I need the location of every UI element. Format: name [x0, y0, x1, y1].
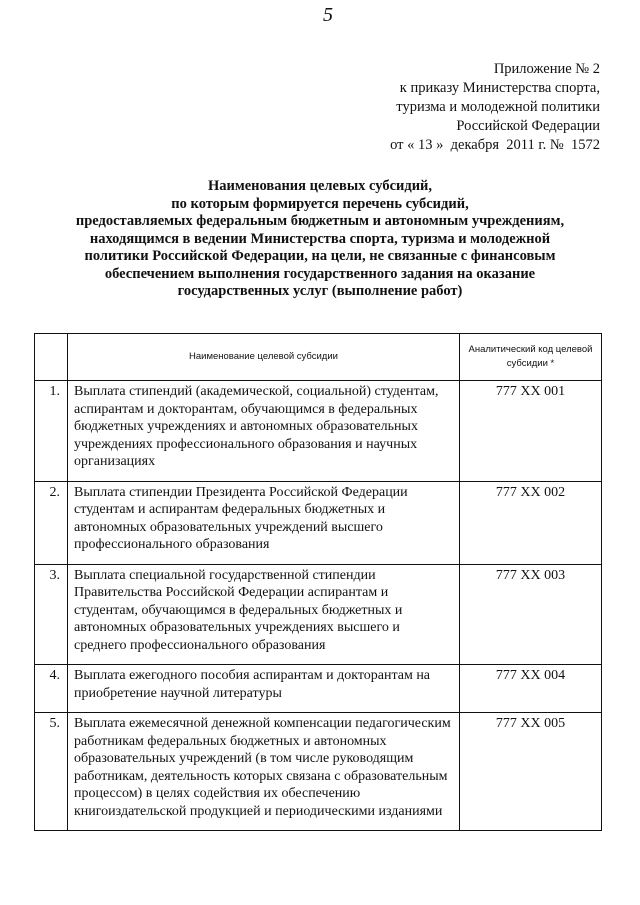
title-line: политики Российской Федерации, на цели, не связанные с финансовым — [84, 248, 556, 264]
appendix-line: Российской Федерации — [456, 118, 600, 134]
title-line: государственных услуг (выполнение работ) — [177, 283, 463, 299]
subsidy-name: Выплата ежегодного пособия аспирантам и докторантам на приобретение научной литературы — [68, 665, 460, 713]
table-row — [35, 381, 602, 482]
header-subsidy-name: Наименование целевой субсидии — [68, 334, 460, 381]
subsidy-name: Выплата стипендии Президента Российской Федерации студентам и аспирантам федеральных бюджетных и автономных образовательных учреждений высшего профессионального образования — [68, 481, 460, 564]
header-number — [35, 334, 68, 381]
analytic-code: 777 ХХ 002 — [460, 481, 602, 564]
row-number: 3. — [35, 564, 68, 665]
analytic-code: 777 ХХ 001 — [460, 381, 602, 482]
subsidy-name: Выплата стипендий (академической, социальной) студентам, аспирантам и докторантам, обучающимся в федеральных бюджетных учреждениях и автономных образовательных учреждениях профессионального образования и научных организациях — [68, 381, 460, 482]
appendix-header — [330, 60, 600, 155]
row-number: 4. — [35, 665, 68, 713]
analytic-code: 777 ХХ 005 — [460, 713, 602, 831]
subsidies-table — [34, 333, 602, 831]
analytic-code: 777 ХХ 003 — [460, 564, 602, 665]
table-header-row — [35, 334, 602, 381]
appendix-line: к приказу Министерства спорта, — [399, 80, 600, 96]
row-number: 1. — [35, 381, 68, 482]
title-line: Наименования целевых субсидий, — [207, 178, 433, 194]
analytic-code: 777 ХХ 004 — [460, 665, 602, 713]
title-line: предоставляемых федеральным бюджетным и автономным учреждениям, — [75, 213, 565, 229]
row-number: 2. — [35, 481, 68, 564]
appendix-line: от « 13 » декабря 2011 г. № 1572 — [390, 137, 600, 153]
subsidy-name: Выплата ежемесячной денежной компенсации педагогическим работникам федеральных бюджетных и автономных образовательных учреждений (в том числе руководящим работникам, деятельность которых связана с образовательным процессом) в целях содействия их обеспечению книгоиздательской продукцией и периодическими изданиями — [68, 713, 460, 831]
document-title — [44, 178, 596, 301]
title-line: обеспечением выполнения государственного задания на оказание — [104, 265, 536, 282]
table-row — [35, 665, 602, 713]
row-number: 5. — [35, 713, 68, 831]
title-line: по которым формируется перечень субсидий, — [171, 195, 469, 212]
table-row — [35, 713, 602, 831]
appendix-line: туризма и молодежной политики — [396, 99, 600, 115]
table-row — [35, 564, 602, 665]
header-analytic-code: Аналитический код целевой субсидии * — [460, 334, 602, 381]
page-number: 5 — [323, 4, 333, 26]
title-line: находящимся в ведении Министерства спорта, туризма и молодежной — [89, 230, 551, 247]
appendix-line: Приложение № 2 — [493, 61, 600, 77]
subsidy-name: Выплата специальной государственной стипендии Правительства Российской Федерации аспирантам и студентам, обучающимся в федеральных бюджетных и автономных образовательных учреждениях высшего и среднего профессионального образования — [68, 564, 460, 665]
table-row — [35, 481, 602, 564]
